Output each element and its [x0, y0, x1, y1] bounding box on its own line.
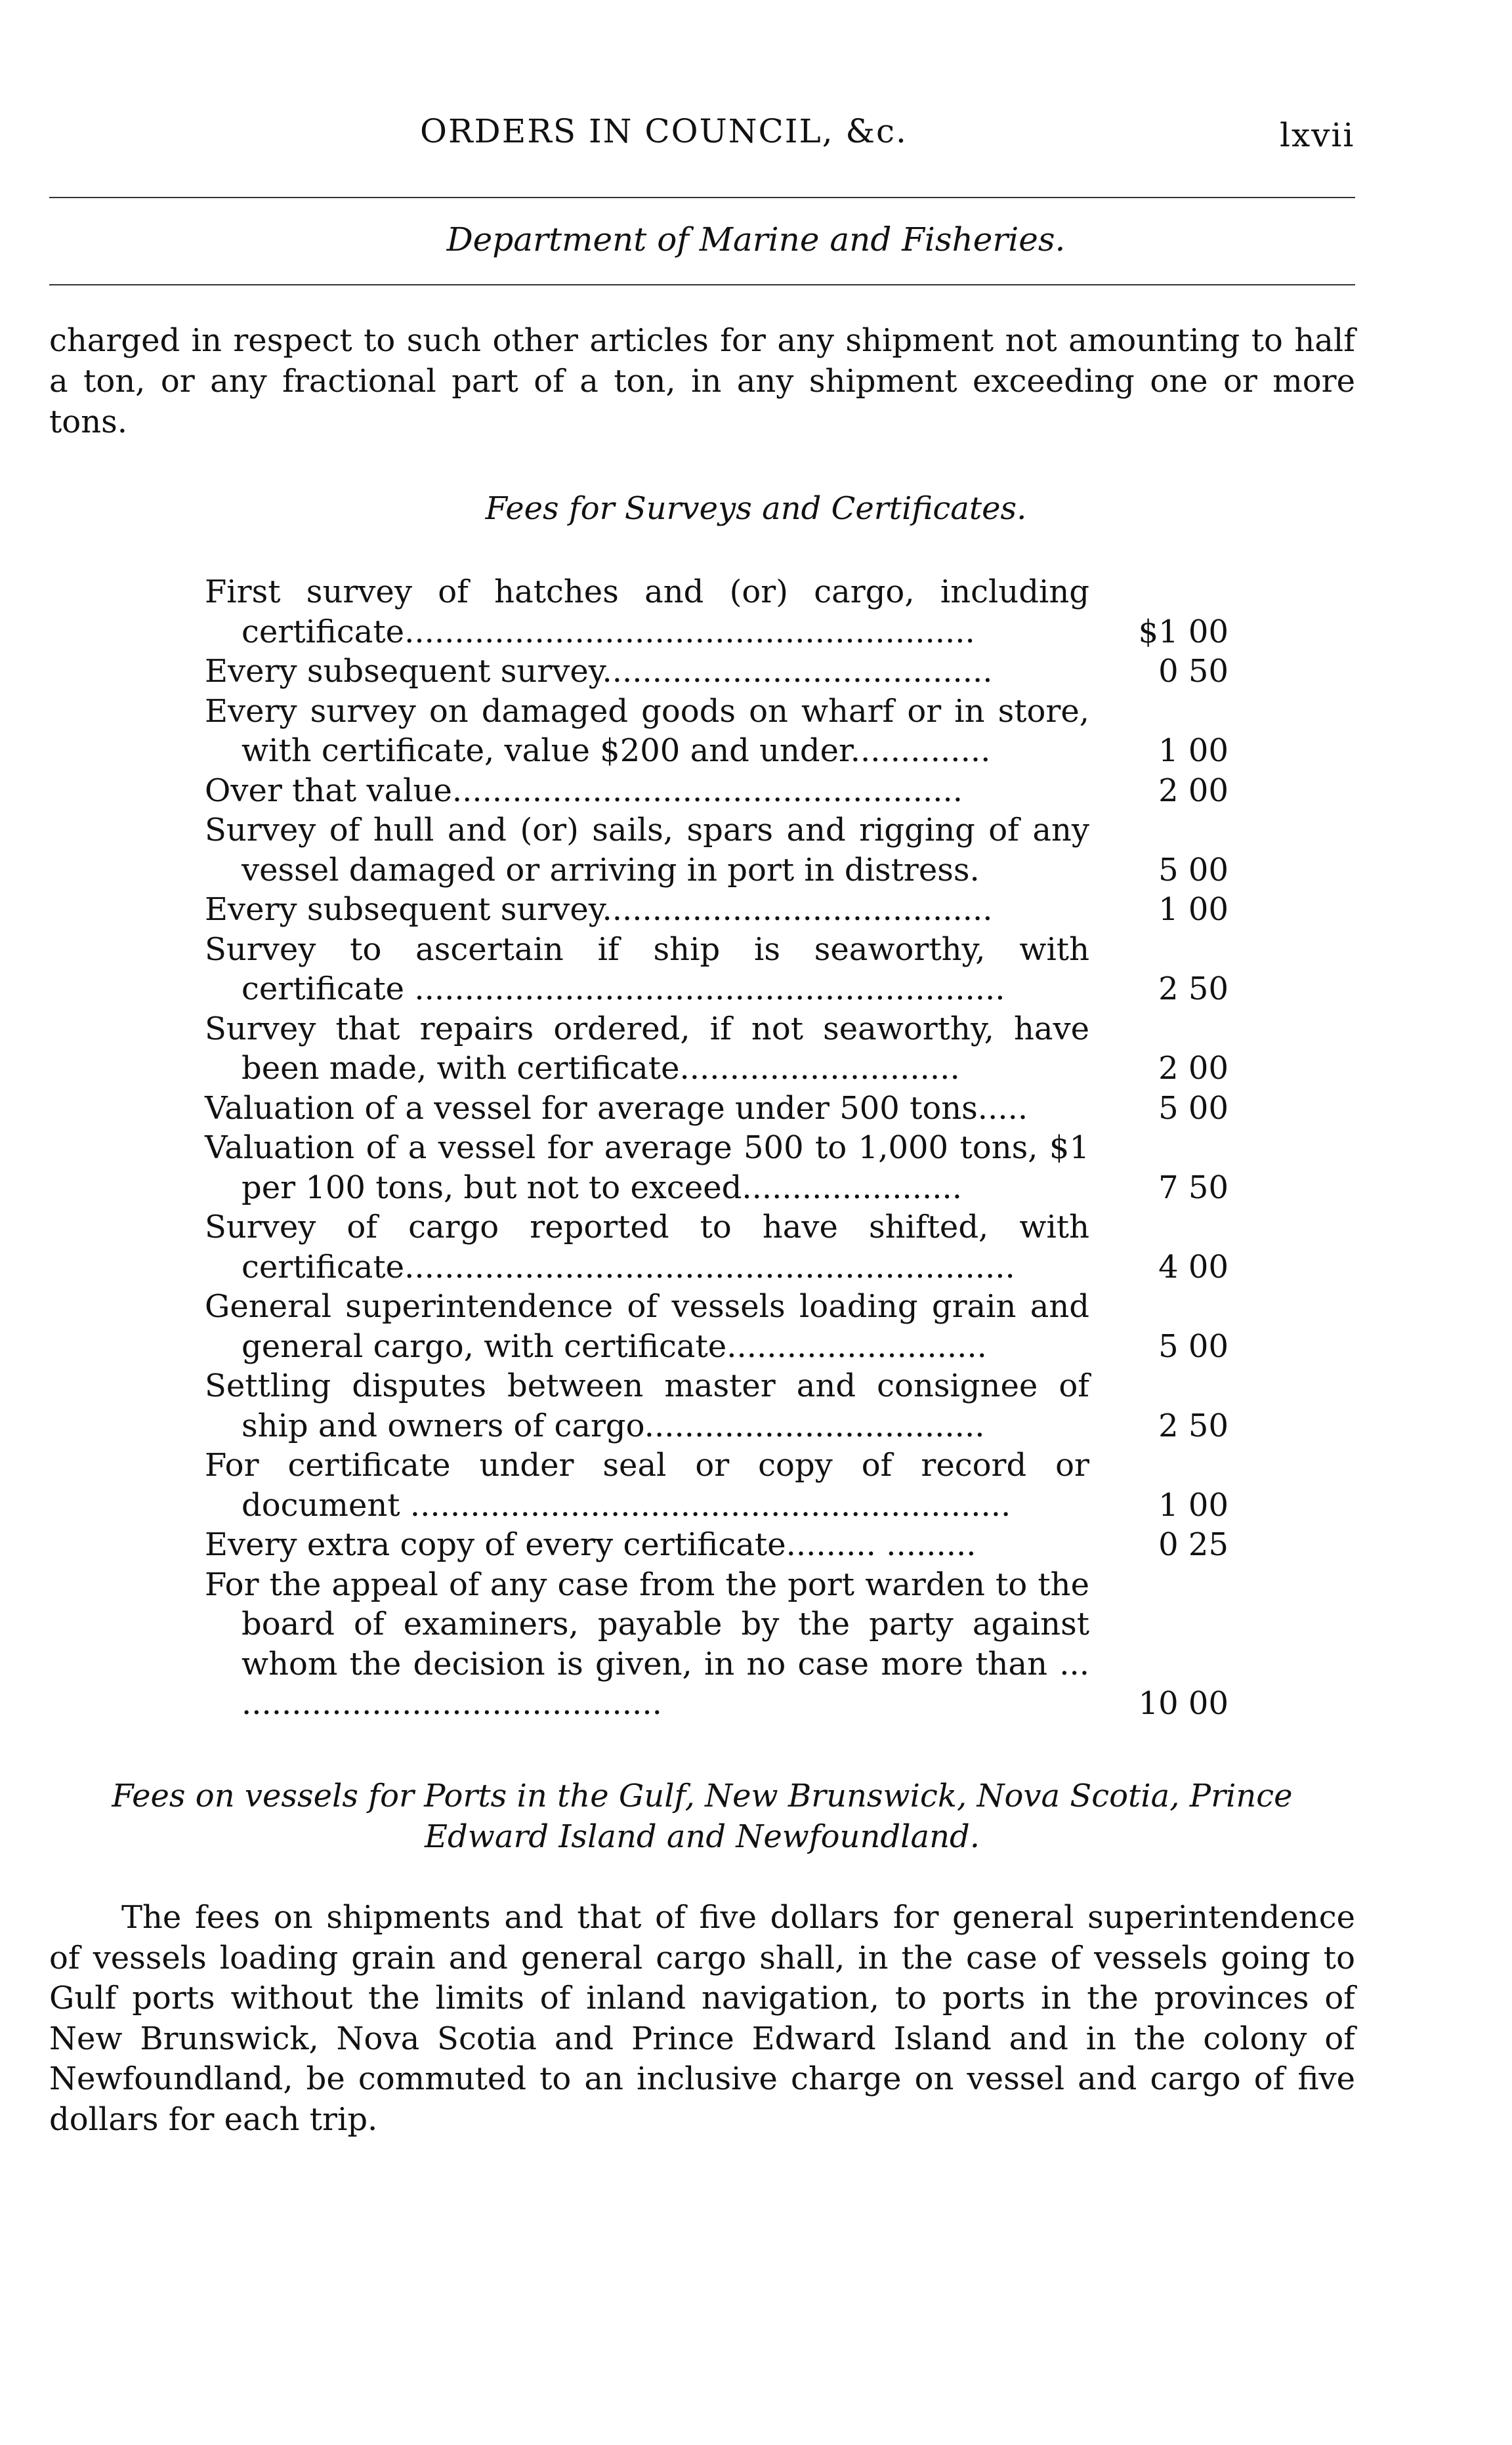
fee-item [205, 890, 1228, 930]
fees-section-title: Fees for Surveys and Certificates. [485, 490, 1027, 527]
fee-amount: 4 00 [1158, 1248, 1228, 1285]
fee-amount: $1 00 [1138, 613, 1228, 650]
fee-amount: 7 50 [1158, 1169, 1228, 1206]
fee-amount: 2 00 [1158, 772, 1228, 809]
fee-item [205, 1207, 1228, 1287]
fee-item [205, 1525, 1228, 1565]
fee-item [205, 930, 1228, 1009]
fees-list [205, 572, 1228, 1724]
fee-amount: 0 50 [1158, 653, 1228, 690]
fee-amount: 0 25 [1158, 1526, 1228, 1563]
fee-description: Survey of cargo reported to have shifted, with certificate............................................................. [205, 1209, 1089, 1285]
fee-amount: 10 00 [1138, 1685, 1228, 1722]
fee-amount: 5 00 [1158, 851, 1228, 888]
fee-amount: 2 50 [1158, 1407, 1228, 1444]
fee-amount: 1 00 [1158, 891, 1228, 928]
gulf-section-paragraph: The fees on shipments and that of five dollars for general superintendence of vessels loading grain and general cargo shall, in the case of vessels going to Gulf ports without the limits of inland navigation, to ports in the provinces of New Brunswick, Nova Scotia and Prince Edward Island and in the colony of Newfoundland, be commuted to an inclusive charge on vessel and cargo of five dollars for each trip. [49, 1899, 1355, 2138]
fee-description: Every extra copy of every certificate......... ......... [205, 1526, 976, 1563]
fee-amount: 1 00 [1158, 1486, 1228, 1524]
fee-description: Survey that repairs ordered, if not seaworthy, have been made, with certificate............................ [205, 1010, 1089, 1087]
fee-description: General superintendence of vessels loading grain and general cargo, with certificate.......................... [205, 1288, 1089, 1365]
page-number: lxvii [1280, 116, 1355, 154]
fee-item [205, 810, 1228, 890]
fee-item [205, 1009, 1228, 1089]
fee-amount: 1 00 [1158, 732, 1228, 769]
fee-item [205, 692, 1228, 771]
header-rule-bottom [49, 284, 1355, 285]
gulf-section-title: Fees on vessels for Ports in the Gulf, New Brunswick, Nova Scotia, Prince Edward Island and Newfoundland. [112, 1778, 1293, 1855]
fee-amount: 5 00 [1158, 1089, 1228, 1127]
fee-description: For certificate under seal or copy of record or document ............................................................ [205, 1447, 1089, 1524]
intro-paragraph: charged in respect to such other articles for any shipment not amounting to half a ton, or any fractional part of a ton, in any shipment exceeding one or more tons. [49, 322, 1355, 440]
fee-item [205, 1366, 1228, 1446]
fee-amount: 5 00 [1158, 1327, 1228, 1365]
fee-item [205, 1287, 1228, 1366]
fee-item [205, 1089, 1228, 1129]
fee-description: Survey to ascertain if ship is seaworthy, with certificate ........................................................... [205, 930, 1089, 1007]
fee-item [205, 652, 1228, 692]
fee-item [205, 572, 1228, 652]
fee-description: First survey of hatches and (or) cargo, including certificate......................................................... [205, 574, 1089, 650]
fee-amount: 2 50 [1158, 971, 1228, 1007]
fee-item [205, 1446, 1228, 1525]
fee-description: Valuation of a vessel for average 500 to 1,000 tons, $1 per 100 tons, but not to exceed...................... [205, 1129, 1089, 1206]
fee-amount: 2 00 [1158, 1050, 1228, 1087]
fee-description: Every survey on damaged goods on wharf or in store, with certificate, value $200 and under.............. [205, 692, 1089, 769]
running-head: ORDERS IN COUNCIL, &c. [420, 112, 908, 150]
fee-description: Over that value................................................... [205, 772, 963, 809]
fee-description: Survey of hull and (or) sails, spars and rigging of any vessel damaged or arriving in port in distress. [205, 812, 1089, 888]
fee-description: Every subsequent survey....................................... [205, 891, 993, 928]
fee-description: Valuation of a vessel for average under 500 tons..... [205, 1089, 1028, 1127]
fee-item [205, 1565, 1228, 1724]
fee-description: Every subsequent survey....................................... [205, 653, 993, 690]
header-rule-top [49, 197, 1355, 198]
department-heading: Department of Marine and Fisheries. [446, 220, 1066, 259]
fee-item [205, 1128, 1228, 1207]
fee-description: Settling disputes between master and consignee of ship and owners of cargo.................................. [205, 1368, 1089, 1444]
fee-item [205, 771, 1228, 811]
fee-description: For the appeal of any case from the port warden to the board of examiners, payable by the party against whom the decision is given, in no case more than ... .......................................... [205, 1566, 1089, 1722]
